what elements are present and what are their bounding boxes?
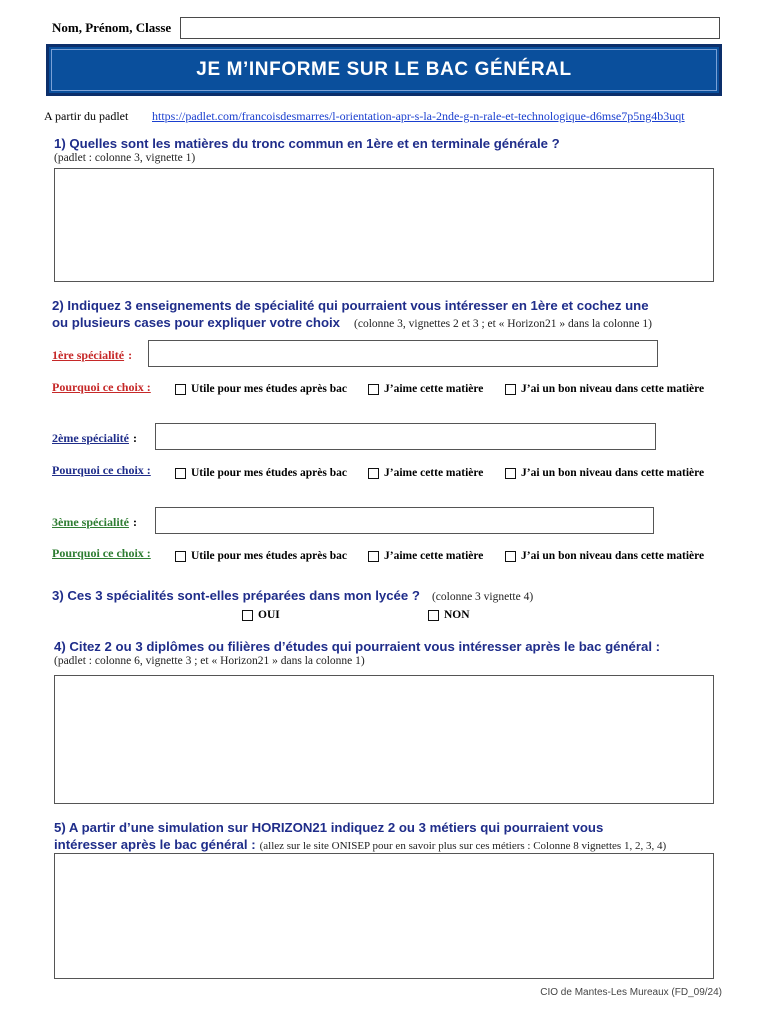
specialite-2-colon: :: [132, 431, 137, 445]
specialite-3-input[interactable]: [155, 507, 654, 534]
checkbox-icon[interactable]: [175, 551, 186, 562]
specialite-1-row: [52, 346, 132, 364]
specialite-1-input[interactable]: [148, 340, 658, 367]
page-title: JE M’INFORME SUR LE BAC GÉNÉRAL: [46, 44, 722, 96]
specialite-1-label: 1ère spécialité: [52, 348, 125, 362]
question-5-title-line2: intéresser après le bac général :: [54, 837, 256, 852]
question-3-line: [52, 587, 533, 605]
checkbox-icon[interactable]: [368, 468, 379, 479]
specialite-2-row: [52, 429, 137, 447]
why-label-2: Pourquoi ce choix :: [52, 463, 151, 477]
specialite-3-label: 3ème spécialité: [52, 515, 129, 529]
question-5-note: (allez sur le site ONISEP pour en savoir plus sur ces métiers : Colonne 8 vignettes 1, 2, 3, 4): [259, 840, 667, 852]
question-2-note: (colonne 3, vignettes 2 et 3 ; et « Horizon21 » dans la colonne 1): [354, 318, 652, 330]
specialite-2-label: 2ème spécialité: [52, 431, 129, 445]
specialite-1-colon: :: [128, 348, 133, 362]
checkbox-icon[interactable]: [368, 551, 379, 562]
specialite-3-row: [52, 513, 137, 531]
answer-box-4[interactable]: [54, 675, 714, 804]
question-2-title-line1: 2) Indiquez 3 enseignements de spécialité qui pourraient vous intéresser en 1ère et cochez une: [52, 298, 649, 313]
checkbox-icon[interactable]: [175, 468, 186, 479]
option-niveau-3[interactable]: J’ai un bon niveau dans cette matière: [505, 550, 704, 562]
option-niveau-1[interactable]: J’ai un bon niveau dans cette matière: [505, 383, 704, 395]
answer-box-1[interactable]: [54, 168, 714, 282]
question-4-note: (padlet : colonne 6, vignette 3 ; et « Horizon21 » dans la colonne 1): [54, 655, 365, 667]
checkbox-icon[interactable]: [175, 384, 186, 395]
why-label-1: Pourquoi ce choix :: [52, 380, 151, 394]
question-5-line2: [54, 836, 666, 854]
question-4-title: 4) Citez 2 ou 3 diplômes ou filières d’études qui pourraient vous intéresser après le bac général :: [54, 639, 661, 654]
option-niveau-2[interactable]: J’ai un bon niveau dans cette matière: [505, 467, 704, 479]
option-aime-3[interactable]: J’aime cette matière: [368, 550, 483, 562]
name-input[interactable]: [180, 17, 720, 39]
option-aime-1[interactable]: J’aime cette matière: [368, 383, 483, 395]
specialite-2-input[interactable]: [155, 423, 656, 450]
option-aime-2[interactable]: J’aime cette matière: [368, 467, 483, 479]
option-non[interactable]: NON: [428, 609, 470, 621]
checkbox-icon[interactable]: [242, 610, 253, 621]
option-oui[interactable]: OUI: [242, 609, 280, 621]
checkbox-icon[interactable]: [505, 468, 516, 479]
question-1-title: 1) Quelles sont les matières du tronc commun en 1ère et en terminale générale ?: [54, 136, 560, 151]
padlet-link[interactable]: https://padlet.com/francoisdesmarres/l-orientation-apr-s-la-2nde-g-n-rale-et-technologique-d6mse7p5ng4b3uqt: [152, 109, 685, 123]
question-1-note: (padlet : colonne 3, vignette 1): [54, 152, 196, 164]
name-label: Nom, Prénom, Classe: [52, 20, 172, 35]
footer-credit: CIO de Mantes-Les Mureaux (FD_09/24): [540, 987, 722, 998]
question-5-title-line1: 5) A partir d’une simulation sur HORIZON21 indiquez 2 ou 3 métiers qui pourraient vous: [54, 820, 604, 835]
specialite-3-colon: :: [132, 515, 137, 529]
padlet-label: A partir du padlet: [44, 109, 129, 123]
question-2-title-line2: ou plusieurs cases pour expliquer votre choix: [52, 315, 341, 330]
checkbox-icon[interactable]: [428, 610, 439, 621]
checkbox-icon[interactable]: [505, 551, 516, 562]
checkbox-icon[interactable]: [368, 384, 379, 395]
checkbox-icon[interactable]: [505, 384, 516, 395]
option-utile-3[interactable]: Utile pour mes études après bac: [175, 550, 347, 562]
why-label-3: Pourquoi ce choix :: [52, 546, 151, 560]
question-3-note: (colonne 3 vignette 4): [431, 591, 534, 603]
answer-box-5[interactable]: [54, 853, 714, 979]
option-utile-2[interactable]: Utile pour mes études après bac: [175, 467, 347, 479]
option-utile-1[interactable]: Utile pour mes études après bac: [175, 383, 347, 395]
question-3-title: 3) Ces 3 spécialités sont-elles préparées dans mon lycée ?: [52, 588, 420, 603]
question-2-line2: [52, 314, 652, 332]
